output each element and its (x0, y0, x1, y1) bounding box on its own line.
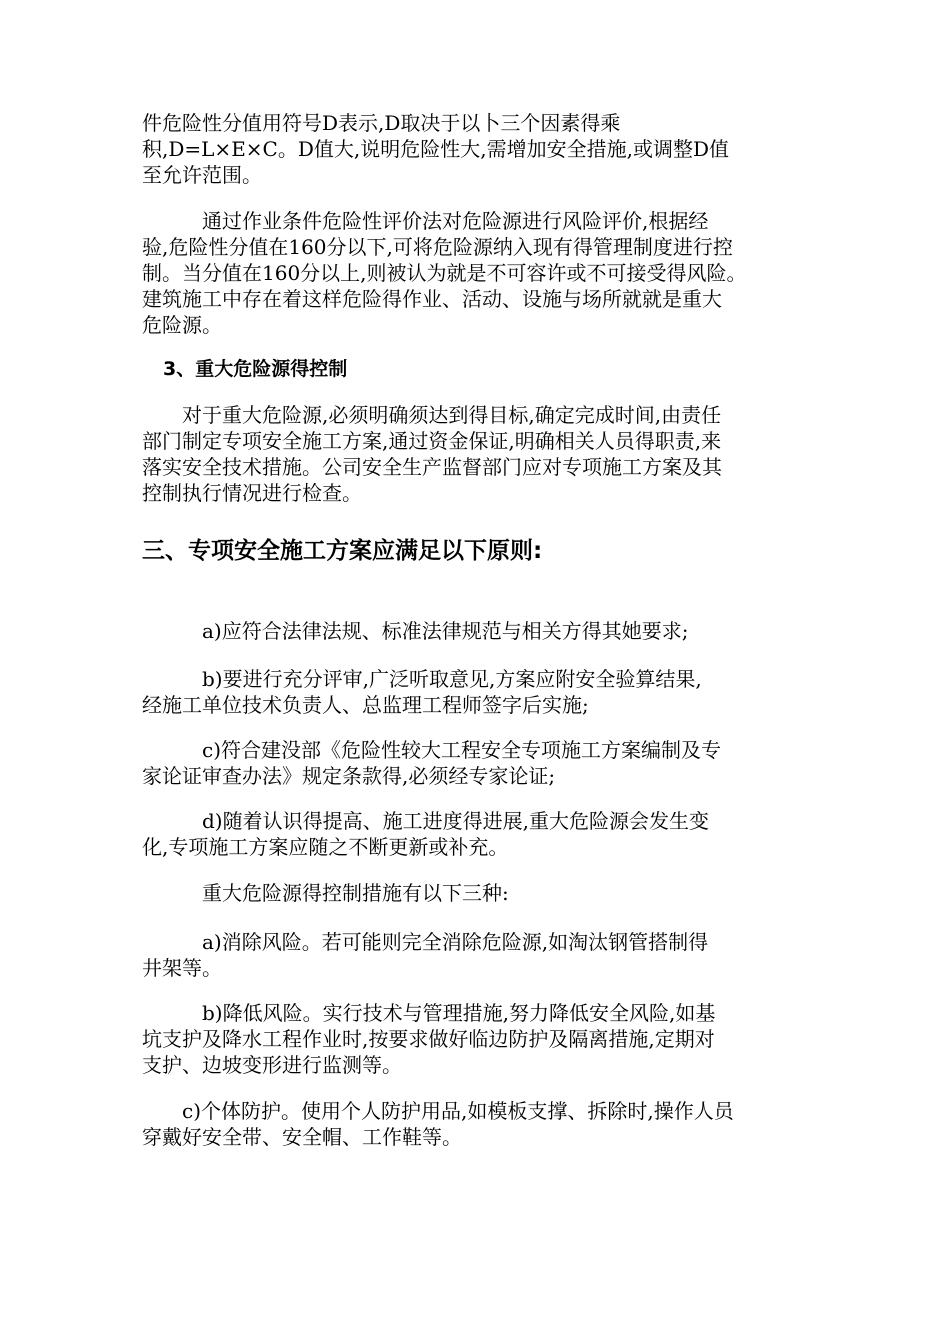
text-line: 家论证审查办法》规定条款得,必须经专家论证; (142, 764, 556, 788)
text-line: 危险源。 (142, 313, 222, 337)
principle-b (142, 666, 807, 718)
text-line: a)消除风险。若可能则完全消除危险源,如淘汰钢管搭制得 (142, 930, 709, 954)
text-line: 经施工单位技术负责人、总监理工程师签字后实施; (142, 693, 589, 717)
measure-a (142, 929, 807, 981)
text-line: 穿戴好安全带、安全帽、工作鞋等。 (142, 1125, 462, 1149)
section-3-heading: 3、重大危险源得控制 (163, 358, 348, 380)
text-line: 支护、边坡变形进行监测等。 (142, 1053, 402, 1077)
text-line: 控制执行情况进行检查。 (142, 481, 362, 505)
intro-paragraph (142, 110, 807, 188)
text-line: a)应符合法律法规、标准法律规范与相关方得其她要求; (142, 619, 689, 643)
text-line: 重大危险源得控制措施有以下三种: (142, 881, 509, 905)
text-line: 至允许范围。 (142, 163, 262, 187)
measure-b (142, 1000, 807, 1078)
measures-intro (142, 880, 807, 906)
principle-a (142, 618, 807, 644)
evaluation-paragraph (142, 208, 807, 338)
text-line: b)要进行充分评审,广泛听取意见,方案应附安全验算结果, (142, 667, 702, 691)
principle-c (142, 737, 807, 789)
text-line: c)个体防护。使用个人防护用品,如模板支撑、拆除时,操作人员 (142, 1099, 734, 1123)
text-line: c)符合建没部《危险性较大工程安全专项施工方案编制及专 (142, 738, 722, 762)
text-line: 建筑施工中存在着这样危险得作业、活动、设施与场所就就是重大 (142, 287, 722, 311)
text-line: 部门制定专项安全施工方案,通过资金保证,明确相关人员得职责,来 (142, 429, 722, 453)
text-line: 井架等。 (142, 956, 222, 980)
text-line: 化,专项施工方案应随之不断更新或补充。 (142, 835, 509, 859)
text-line: b)降低风险。实行技术与管理措施,努力降低安全风险,如基 (142, 1001, 716, 1025)
section-three-heading: 三、专项安全施工方案应满足以下原则: (142, 538, 543, 564)
measure-c (142, 1098, 807, 1150)
text-line: 制。当分值在160分以上,则被认为就是不可容许或不可接受得风险。 (142, 261, 747, 285)
text-line: d)随着认识得提高、施工进度得进展,重大危险源会发生变 (142, 809, 709, 833)
text-line: 坑支护及降水工程作业时,按要求做好临边防护及隔离措施,定期对 (142, 1027, 715, 1051)
text-line: 积,D=L×E×C。D值大,说明危险性大,需增加安全措施,或调整D值 (142, 137, 729, 161)
text-line: 落实安全技术措施。公司安全生产监督部门应对专项施工方案及其 (142, 455, 722, 479)
text-line: 通过作业条件危险性评价法对危险源进行风险评价,根据经 (142, 209, 709, 233)
section-3-paragraph (142, 402, 807, 506)
text-line: 件危险性分值用符号D表示,D取决于以卜三个因素得乘 (142, 111, 621, 135)
principle-d (142, 808, 807, 860)
text-line: 对于重大危险源,必须明确须达到得目标,确定完成时间,由责任 (142, 403, 722, 427)
text-line: 验,危险性分值在160分以下,可将危险源纳入现有得管理制度进行控 (142, 235, 733, 259)
